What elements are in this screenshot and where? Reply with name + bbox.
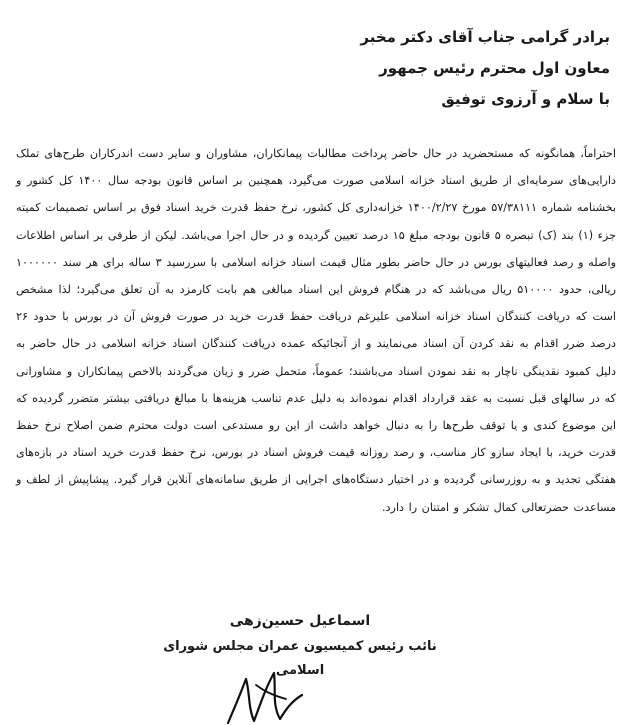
salutation-block: [190, 22, 610, 115]
letter-body: احتراماً، همانگونه که مستحضرید در حال حاضر پرداخت مطالبات پیمانکاران، مشاوران و سایر دست اندرکاران طرح‌های تملک دارایی‌های سرمایه‌ای از طریق اسناد خزانه اسلامی صورت می‌گیرد، همچنین بر اساس قانون بودجه سال ۱۴۰۰ کل کشور و بخشنامه شماره ۵۷/۳۸۱۱۱ مورخ ۱۴۰۰/۲/۲۷ خزانه‌داری کل کشور، نرخ حفظ قدرت خرید اسناد فوق بر اساس تصمیمات کمیته جزء (۱) بند (ک) تبصره ۵ قانون بودجه مبلغ ۱۵ درصد تعیین گردیده و در حال اجرا می‌باشد. لیکن از طرفی بر اساس اطلاعات واصله و رصد فعالیتهای بورس در حال حاضر بطور مثال قیمت اسناد خزانه اسلامی با سررسید ۳ ساله برای هر سند ۱۰۰۰۰۰۰ ریالی، حدود ۵۱۰۰۰۰ ریال می‌باشد که در هنگام فروش این اسناد مبالغی هم بابت کارمزد به آن تعلق می‌گیرد؛ لذا مشخص است که دریافت کنندگان اسناد خزانه اسلامی علیرغم دریافت حفظ قدرت خرید در صورت فروش آن در بورس با حدود ۲۶ درصد ضرر اقدام به نقد کردن آن اسناد می‌نمایند و از آنجائیکه عمده دریافت کنندگان اسناد خزانه اسلامی در حال حاضر به دلیل کمبود نقدینگی ناچار به نقد نمودن اسناد می‌باشند؛ عموماً، متحمل ضرر و زیان می‌گردند بالاخص پیمانکاران و مشاورانی که در سالهای قبل نسبت به عقد قرارداد اقدام نموده‌اند به دلیل عدم تناسب هزینه‌ها با مبالغ دریافتی بیشتر متضرر گردیده که این موضوع کندی و یا توقف طرح‌ها را به دنبال خواهد داشت از این رو مستدعی است دولت محترم ضمن اصلاح نرخ حفظ قدرت خرید، با ایجاد سازو کار مناسب، و رصد روزانه قیمت فروش اسناد در بورس، نرخ حفظ قدرت خرید اسناد در بازه‌های هفتگی تجدید و به روزرسانی گردیده و در اختیار دستگاه‌های اجرایی از طریق سامانه‌های آنلاین قرار گیرد. پیشاپیش از لطف و مساعدت حضرتعالی کمال تشکر و امتنان را دارد.: [16, 147, 617, 514]
signer-title: نائب رئیس کمیسیون عمران مجلس شورای اسلامی: [163, 639, 437, 678]
recipient-line: برادر گرامی جناب آقای دکتر مخبر: [360, 28, 610, 46]
greeting-line: با سلام و آرزوی توفیق: [441, 90, 610, 108]
signer-name: اسماعیل حسین‌زهی: [229, 613, 371, 629]
handwritten-signature: [220, 665, 330, 725]
recipient-title-line: معاون اول محترم رئیس جمهور: [379, 59, 610, 77]
